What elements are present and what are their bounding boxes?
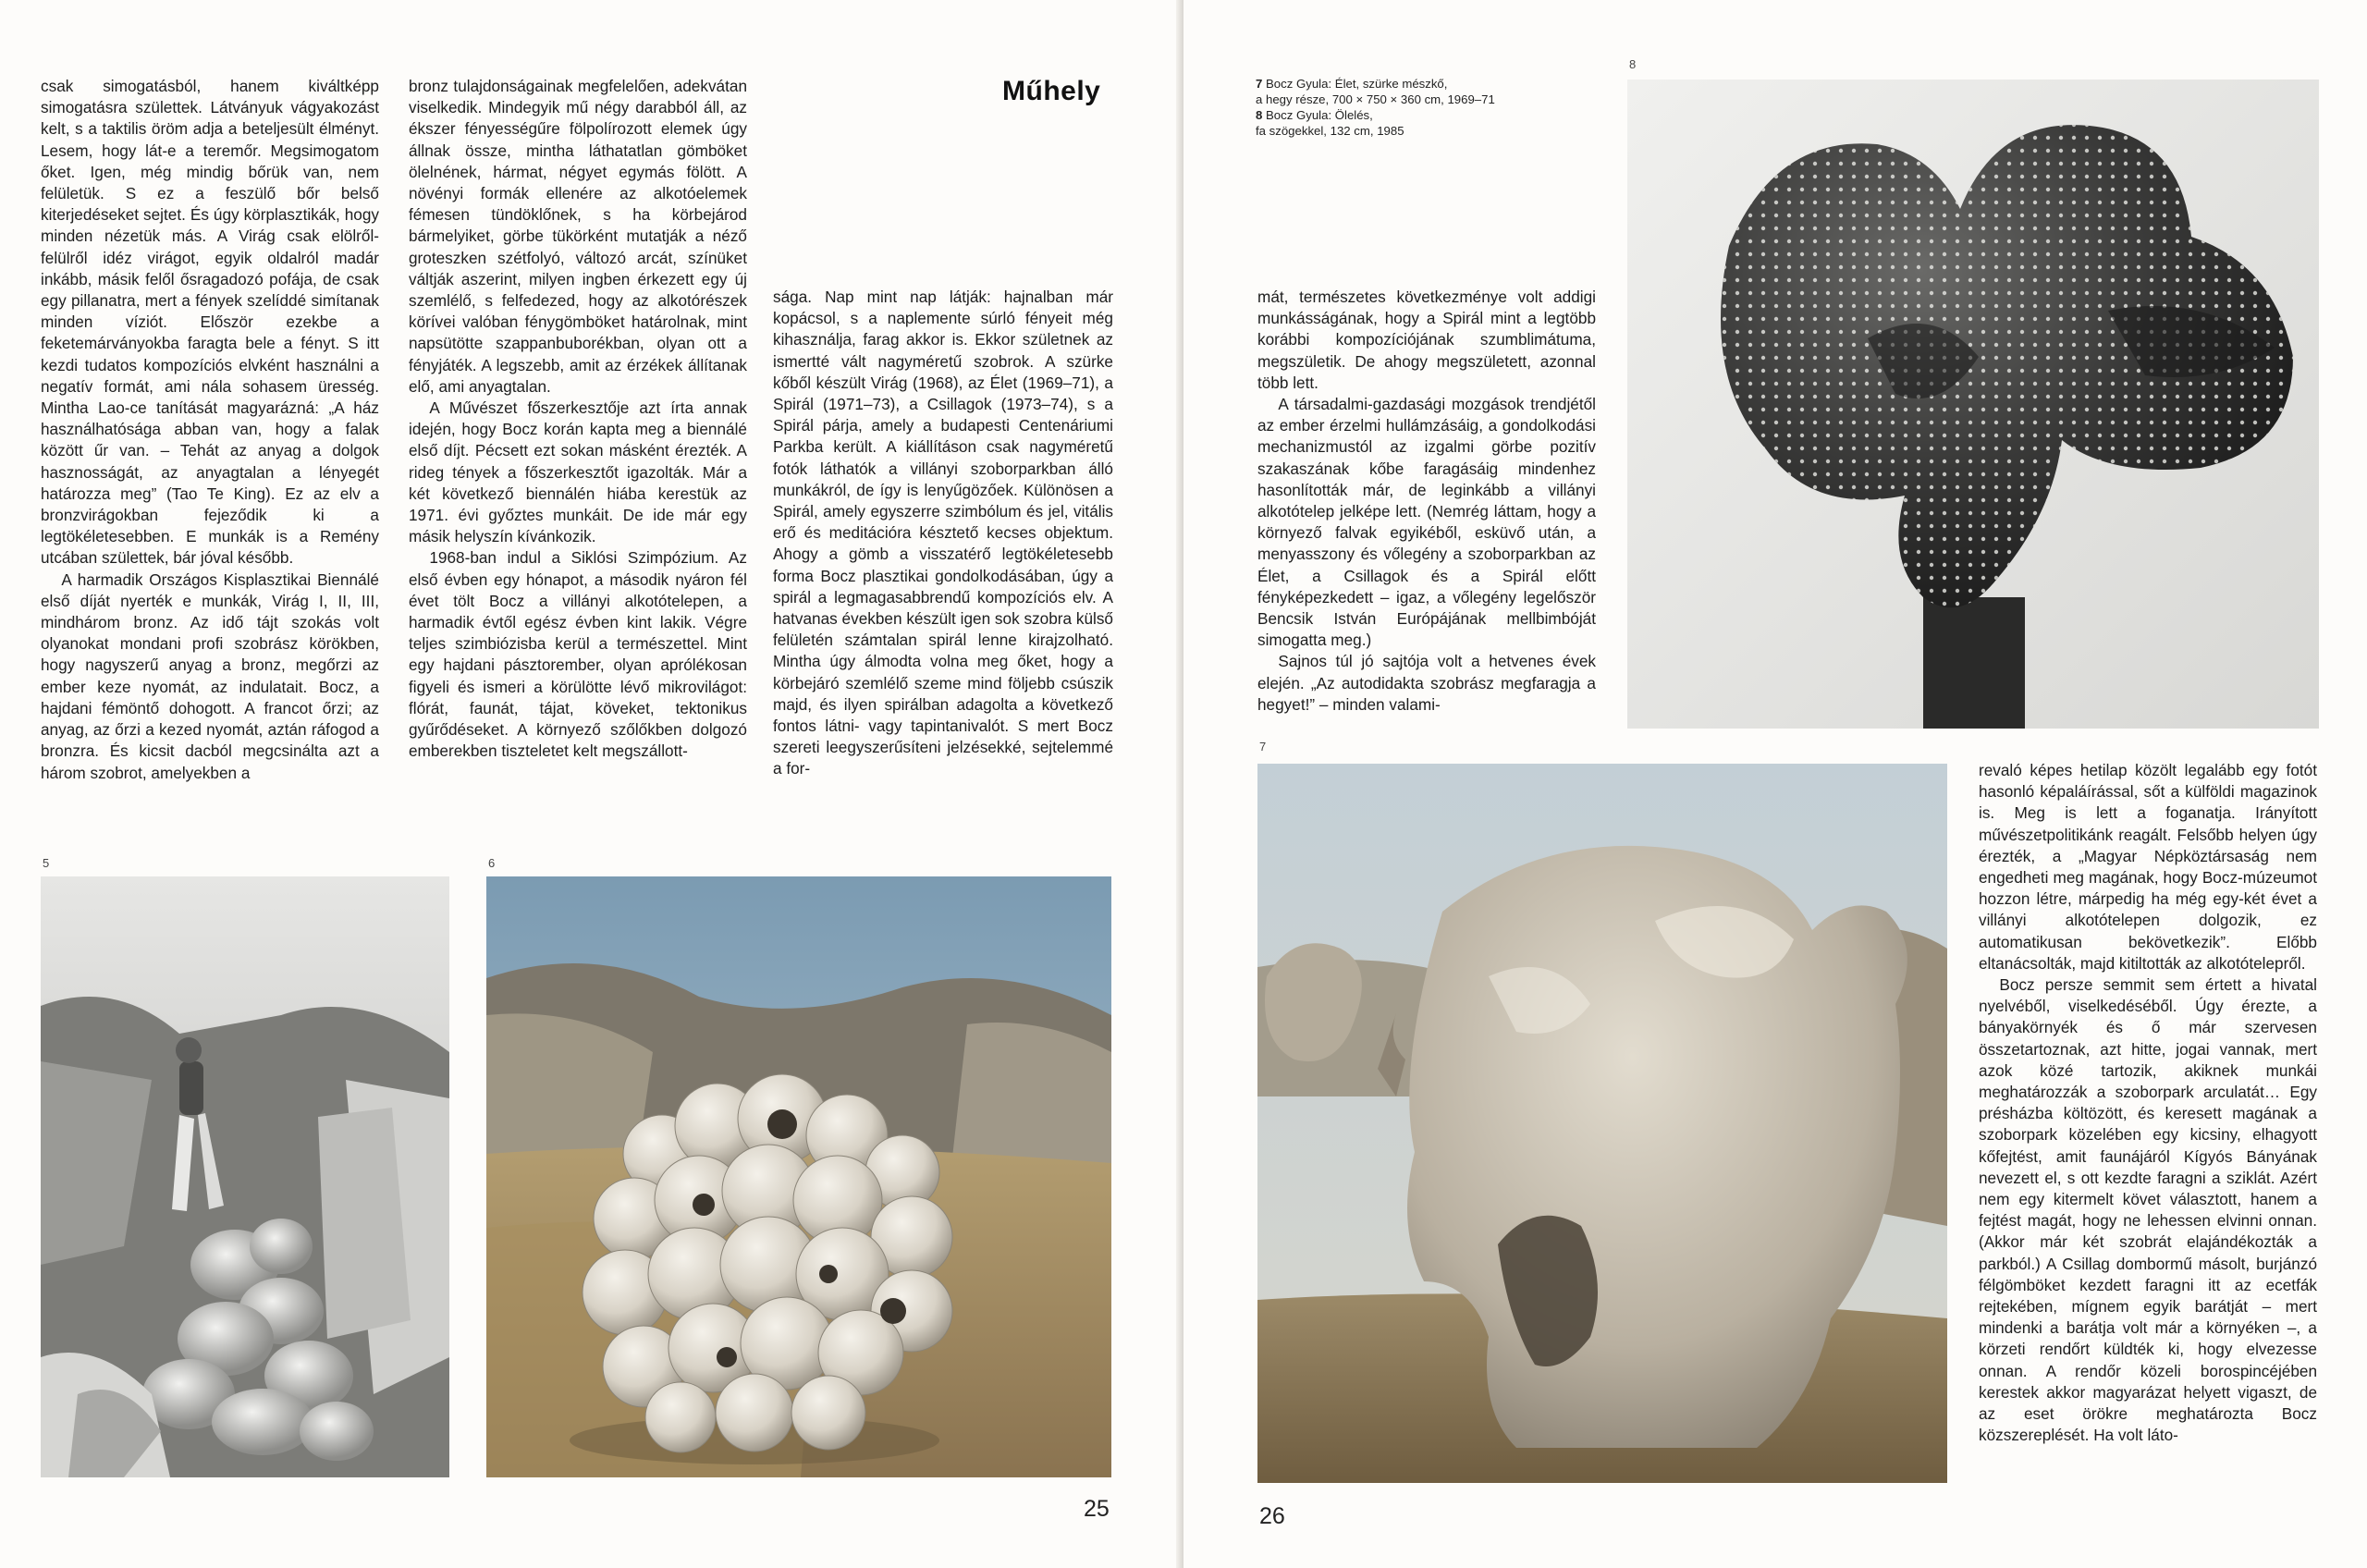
figure-number: 7	[1259, 740, 1267, 753]
caption-line: a hegy része, 700 × 750 × 360 cm, 1969–71	[1256, 92, 1495, 106]
figure-number: 8	[1629, 57, 1637, 71]
photo-figure-8	[1627, 80, 2319, 729]
photo-image	[1257, 764, 1947, 1483]
paragraph: sága. Nap mint nap látják: hajnalban már kopácsol, s a naplemente súrló fényeit még kihasználja, farag akkor is. Ekkor születnek az ismertté vált nagyméretű szobrok. A szürke kőből készült Virág (1968), az Élet (1969–71), a Spirál (1971–73), a Csillagok (1973–74), s a Spirál párja, amely a budapesti Centenáriumi Parkba került. A kiállításon csak nagyméretű fotók láthatók a villányi szoborparkban álló munkákról, de így is lenyűgözőek. Különösen a Spirál, amely egyszerre szimbólum és jel, vitális erő és meditációra késztető kecses objektum. Ahogy a gömb a visszatérő legtökéletesebb forma Bocz plasztikai gondolkodásában, úgy a spirál a legmagasabbrendű kompozíciós elv. A hatvanas években készült igen sok szobra külső felületén számtalan spirál lenne kirajzolható. Mintha úgy álmodta volna meg őket, hogy a körbejáró szemlélő szeme mind följebb csúszik majd, és ilyen spirálban adagolta a következő fontos látni- vagy tapintanivalót. S mert Bocz szereti leegyszerűsíteni jelzésekké, sejtelemmé a for-	[773, 288, 1113, 778]
paragraph: 1968-ban indul a Siklósi Szimpózium. Az első évben egy hónapot, a második nyáron fél évet tölt Bocz a villányi alkotótelepen, a harmadik évtől egész évben kint lakik. Végre teljes szimbiózisba kerül a természettel. Mint egy hajdani pásztorember, olyan aprólékosan figyeli és ismeri a körülötte lévő mikrovilágot: flórát, faunát, tájat, köveket, tektonikus gyűrődéseket. A környező szőlőkben dolgozó emberekben tiszteletet kelt megszállott-	[409, 548, 747, 761]
right-column-1	[1257, 287, 1596, 736]
right-page	[1184, 0, 2367, 1568]
paragraph: A Művészet főszerkesztője azt írta annak idején, hogy Bocz korán kapta meg a biennálé első díjt. Pécsett ezt sokan másként érezték. A rideg tények a főszerkesztőt igazolták. Már a két következő biennálén hiába kerestük az 1971. évi győztes munkáit. De ide már egy másik helyszín kívánkozik.	[409, 398, 747, 546]
left-column-1	[41, 76, 379, 843]
figure-number: 6	[488, 856, 496, 870]
paragraph: csak simogatásból, hanem kiváltképp simogatásra születtek. Látványuk vágyakozást kelt, s a taktilis öröm adja a beteljesült élményt. Lesem, hogy lát-e a teremőr. Megsimogatom őket. Igen, még mindig bőrük van, nem felületük. S ez a feszülő bőr belső kiterjedéseket sejtet. És úgy körplasztikák, hogy minden nézetük más. A Virág csak elölről-felülről idéz virágot, egyik oldalról madár inkább, másik felől ősragadozó pofája, de csak egy pillanatra, mert a fények szelíddé simítanak minden víziót. Először ezekbe a feketemárványokba faragta bele a fényt. S itt kezdi tudatos kompozíciós elvként használni a negatív formát, ami nála sohasem üresség. Mintha Lao-ce tanítását magyarázná: „A ház használhatósága abban van, hogy a falak között űr van. – Tehát az anyag a dolgok hasznosságát, az anyagtalan a lényegét határozza meg” (Tao Te King). Ez az elv a bronzvirágokban fejeződik ki a legtökéletesebben. E munkák is a Remény utcában születtek, bár jóval később.	[41, 77, 379, 568]
paragraph: Bocz persze semmit sem értett a hivatal nyelvéből, viselkedéséből. Úgy érezte, a bányakörnyék és ő már szervesen összetartoznak, azt hitte, jogai vannak, mert azok közé tartozik, akiknek munkái meghatározzák a szoborpark arculatát… Egy présházba költözött, és keresett magának a szoborpark közelében egy kicsiny, elhagyott kőfejtést, amit faunájáról Kígyós Bányának nevezett el, s ott kezdte faragni a sziklát. Azért nem egy kitermelt követ választott, hanem a fejtést magát, hogy ne lehessen elvinni onnan. (Akkor már két szobrát elajándékozták a parkból.) A Csillag dombormű másolt, burjánzó félgömböket kezdett faragni itt az ecetfák rejtekében, mígnem egyik barátját – mert mindenki a barátja volt már a környéken –, a körzeti rendőrt küldték ki, hogy elvezesse onnan. A rendőr közeli borospincéjében kerestek akkor magyarázat helyett vigaszt, de az eset örökre meghatározta Bocz közszereplését. Ha volt láto-	[1979, 975, 2317, 1445]
paragraph: bronz tulajdonságainak megfelelően, adekvátan viselkedik. Mindegyik mű négy darabból áll, az ékszer fényességűre fölpolírozott elemek úgy állnak össze, mintha láthatatlan gömböket ölelnének, hármat, négyet egymás fölött. A növényi formák ellenére az alkotóelemek fémesen tündöklőnek, s ha körbejárod bármelyiket, görbe tükörként mutatják a néző groteszken szétfolyó, változó arcát, színüket váltják aszerint, milyen ingben érkezett egy új szemlélő, s felfedezed, hogy az alkotórészek körívei valóban fénygömböket határolnak, mint napsütötte szappanbuborékban, olyan ott a fényjáték. A legszebb, amit az érzékek állítanak elő, ami anyagtalan.	[409, 77, 747, 396]
paragraph: revaló képes hetilap közölt legalább egy fotót hasonló képaláírással, sőt a külföldi magazinok is. Meg is lett a foganatja. Irányított művészetpolitikánk reagált. Felsőbb helyen úgy érezték, a „Magyar Népköztársaság nem engedheti meg magának, hogy Bocz-múzeumot hozzon létre, márpedig ha még egy-két évet a villányi alkotótelepen dolgozik, ez automatikusan bekövetkezik”. Előbb eltanácsolták, majd kitiltották az alkotótelepről.	[1979, 761, 2317, 973]
paragraph: A harmadik Országos Kisplasztikai Biennálé első díját nyerték e munkák, Virág I, II, III, mindhárom bronz. Az idő tájt szokás volt olyanokat mondani profi szobrász körökben, hogy nagyszerű anyag a bronz, megőrzi az ember keze nyomát, az indulatait. Bocz, a hajdani fémöntő dohogott. A francot őrzi; az anyag, az őrzi a kezed nyomát, aztán ráfogod a bronzra. És kicsit dacból megcsinálta azt a három szobrot, amelyekben a	[41, 570, 379, 782]
left-column-2	[409, 76, 747, 843]
photo-figure-6	[486, 876, 1111, 1477]
paragraph: A társadalmi-gazdasági mozgások trendjétől az ember érzelmi hullámzásáig, a gondolkodási mechanizmustól az izgalmi görbe pozitív szakaszának kőbe faragásáig mindenhez hasonlították már, de leginkább a villányi alkotótelep jelképe lett. (Nemrég láttam, hogy a környező falvak egyikéből, esküvő után, a menyasszony és vőlegény a szoborparkban az Élet, a Csillagok és a Spirál előtt fényképezkedett – igaz, a vőlegény legelőször Bencsik István Európájának mellbimbóját simogatta meg.)	[1257, 395, 1596, 650]
section-title: Műhely	[1002, 76, 1101, 106]
photo-image	[1627, 80, 2319, 729]
caption-number: 7	[1256, 77, 1263, 91]
caption-text: Bocz Gyula: Élet, szürke mészkő,	[1266, 77, 1448, 91]
left-column-3	[773, 287, 1113, 843]
page-number: 25	[1084, 1496, 1110, 1522]
photo-figure-7	[1257, 764, 1947, 1483]
caption-line	[1256, 76, 1570, 92]
caption-line: fa szögekkel, 132 cm, 1985	[1256, 124, 1404, 138]
caption-text: Bocz Gyula: Ölelés,	[1266, 108, 1373, 122]
paragraph: mát, természetes következménye volt addigi munkásságának, hogy a Spirál mint a legtöbb korábbi kompozíciójának szumblimátuma, megszületik. De ahogy megszületett, azonnal több lett.	[1257, 288, 1596, 392]
photo-image	[41, 876, 449, 1477]
page-number: 26	[1259, 1503, 1285, 1529]
photo-image	[486, 876, 1111, 1477]
paragraph: Sajnos túl jó sajtója volt a hetvenes évek elején. „Az autodidakta szobrász megfaragja a hegyet!” – minden valami-	[1257, 652, 1596, 714]
figure-number: 5	[43, 856, 50, 870]
right-column-2	[1979, 760, 2317, 1490]
caption-line	[1256, 107, 1570, 123]
caption-number: 8	[1256, 108, 1263, 122]
photo-figure-5	[41, 876, 449, 1477]
figure-captions	[1256, 76, 1570, 139]
